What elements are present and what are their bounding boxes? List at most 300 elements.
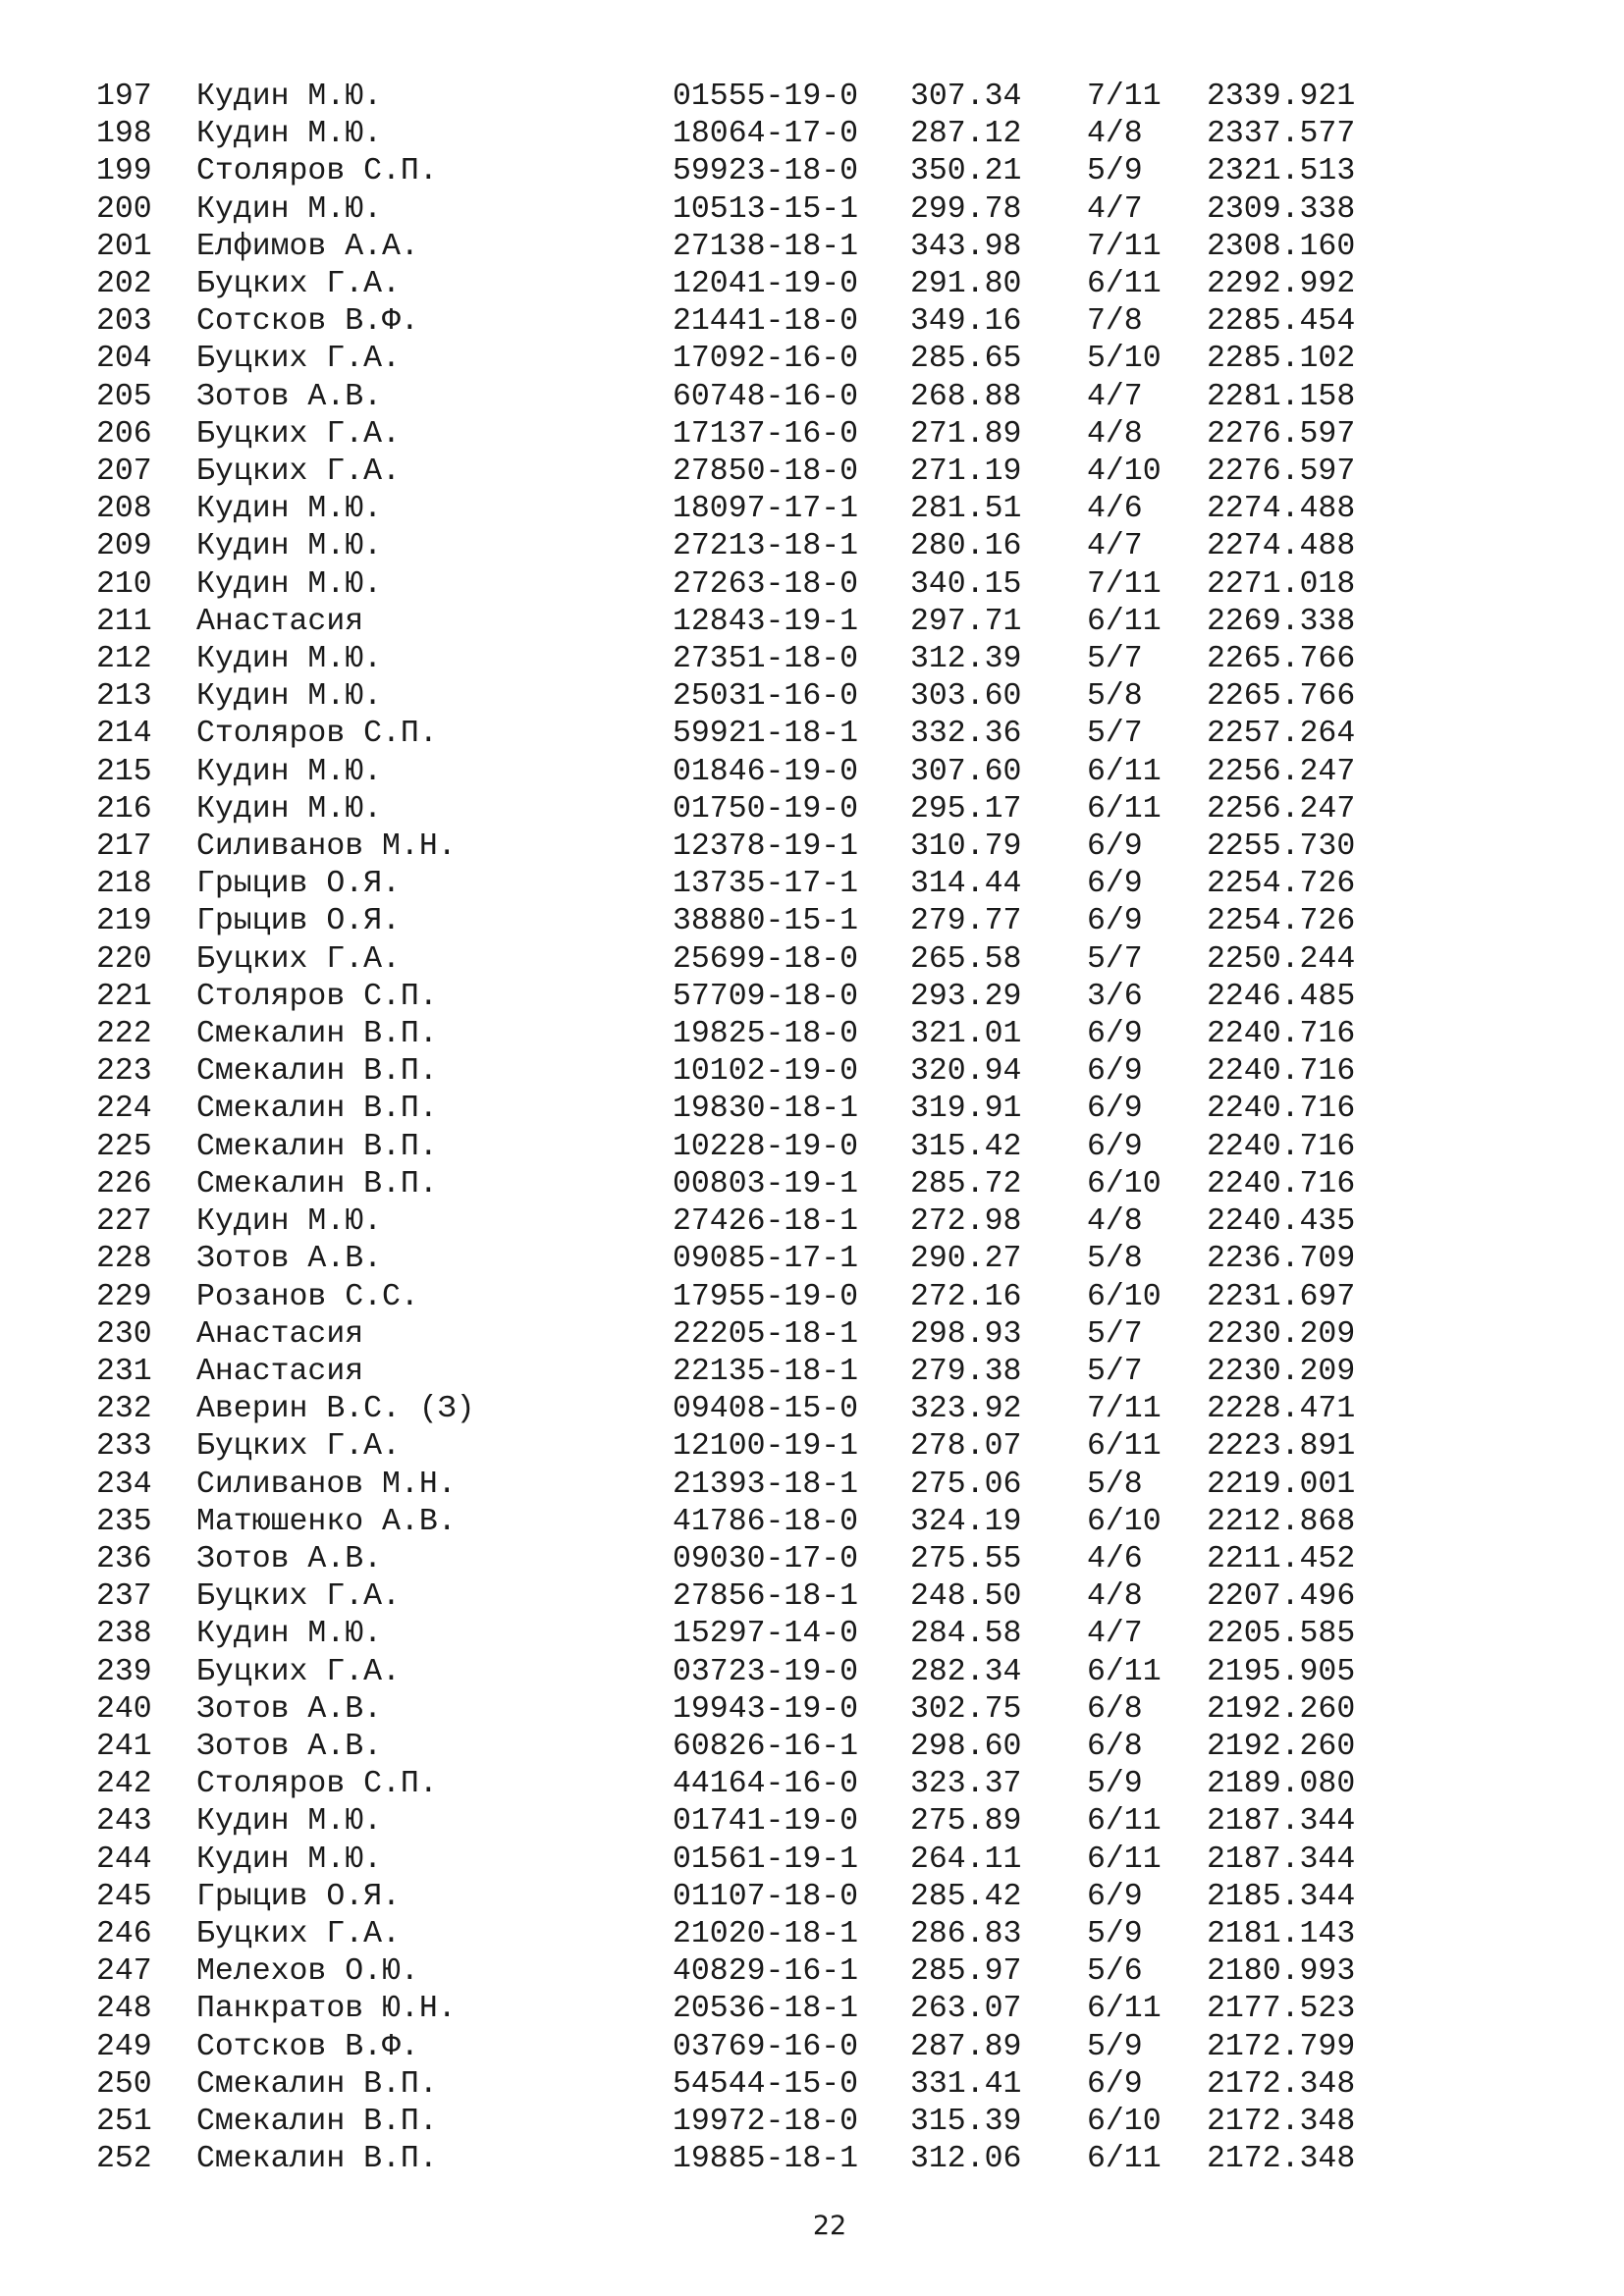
ratio-cell: 7/11 (1087, 566, 1162, 602)
code-cell: 19825-18-0 (673, 1017, 859, 1052)
score-cell: 285.72 (910, 1166, 1022, 1201)
code-cell: 17955-19-0 (673, 1279, 859, 1314)
table-row (96, 1203, 1374, 1241)
score-cell: 298.60 (910, 1729, 1022, 1764)
rank-cell: 214 (96, 717, 152, 752)
score-cell: 321.01 (910, 1017, 1022, 1052)
table-row (96, 379, 1374, 416)
ratio-cell: 5/9 (1087, 1916, 1143, 1951)
total-cell: 2228.471 (1207, 1392, 1356, 1427)
table-row (96, 1766, 1374, 1803)
score-cell: 332.36 (910, 717, 1022, 752)
ratio-cell: 6/11 (1087, 604, 1162, 639)
total-cell: 2285.102 (1207, 342, 1356, 377)
code-cell: 27426-18-1 (673, 1204, 859, 1240)
total-cell: 2180.993 (1207, 1954, 1356, 1990)
ratio-cell: 6/8 (1087, 1729, 1143, 1764)
name-cell: Кудин М.Ю. (196, 529, 383, 564)
rank-cell: 216 (96, 791, 152, 827)
table-row (96, 1316, 1374, 1354)
total-cell: 2230.209 (1207, 1316, 1356, 1352)
name-cell: Кудин М.Ю. (196, 492, 383, 527)
table-row (96, 303, 1374, 341)
score-cell: 323.92 (910, 1392, 1022, 1427)
code-cell: 60748-16-0 (673, 379, 859, 414)
score-cell: 287.89 (910, 2029, 1022, 2064)
code-cell: 40829-16-1 (673, 1954, 859, 1990)
score-cell: 312.39 (910, 642, 1022, 677)
ratio-cell: 6/11 (1087, 1654, 1162, 1689)
score-cell: 314.44 (910, 867, 1022, 902)
score-cell: 264.11 (910, 1842, 1022, 1877)
code-cell: 10513-15-1 (673, 191, 859, 227)
table-row (96, 1541, 1374, 1578)
name-cell: Силиванов М.Н. (196, 1467, 457, 1502)
score-cell: 287.12 (910, 117, 1022, 152)
rank-cell: 203 (96, 304, 152, 340)
code-cell: 09408-15-0 (673, 1392, 859, 1427)
code-cell: 10102-19-0 (673, 1054, 859, 1090)
table-row (96, 191, 1374, 229)
total-cell: 2240.435 (1207, 1204, 1356, 1240)
code-cell: 12843-19-1 (673, 604, 859, 639)
total-cell: 2309.338 (1207, 191, 1356, 227)
table-row (96, 604, 1374, 641)
rank-cell: 212 (96, 642, 152, 677)
ratio-cell: 6/9 (1087, 867, 1143, 902)
score-cell: 263.07 (910, 1992, 1022, 2027)
name-cell: Буцких Г.А. (196, 416, 401, 452)
ratio-cell: 6/11 (1087, 1804, 1162, 1840)
score-cell: 319.91 (910, 1092, 1022, 1127)
code-cell: 18097-17-1 (673, 492, 859, 527)
table-row (96, 2029, 1374, 2066)
score-cell: 343.98 (910, 229, 1022, 264)
table-row (96, 1354, 1374, 1391)
score-cell: 285.97 (910, 1954, 1022, 1990)
ratio-cell: 4/10 (1087, 454, 1162, 490)
ratio-cell: 6/11 (1087, 1429, 1162, 1465)
table-row (96, 1916, 1374, 1953)
rank-cell: 240 (96, 1691, 152, 1727)
score-cell: 295.17 (910, 791, 1022, 827)
code-cell: 01741-19-0 (673, 1804, 859, 1840)
rank-cell: 225 (96, 1129, 152, 1164)
ratio-cell: 4/6 (1087, 492, 1143, 527)
ratio-cell: 5/6 (1087, 1954, 1143, 1990)
table-row (96, 153, 1374, 190)
name-cell: Столяров С.П. (196, 979, 438, 1014)
total-cell: 2219.001 (1207, 1467, 1356, 1502)
score-cell: 299.78 (910, 191, 1022, 227)
table-row (96, 1091, 1374, 1128)
code-cell: 27351-18-0 (673, 642, 859, 677)
table-row (96, 1616, 1374, 1653)
name-cell: Грыцив О.Я. (196, 904, 401, 939)
table-row (96, 341, 1374, 378)
code-cell: 38880-15-1 (673, 904, 859, 939)
score-cell: 275.89 (910, 1804, 1022, 1840)
table-row (96, 1391, 1374, 1428)
total-cell: 2205.585 (1207, 1617, 1356, 1652)
code-cell: 19972-18-0 (673, 2104, 859, 2139)
score-cell: 280.16 (910, 529, 1022, 564)
name-cell: Зотов А.В. (196, 1691, 383, 1727)
name-cell: Смекалин В.П. (196, 2104, 438, 2139)
code-cell: 19885-18-1 (673, 2142, 859, 2177)
name-cell: Сотсков В.Ф. (196, 2029, 419, 2064)
rank-cell: 247 (96, 1954, 152, 1990)
ratio-cell: 4/8 (1087, 117, 1143, 152)
table-row (96, 1241, 1374, 1278)
score-cell: 290.27 (910, 1242, 1022, 1277)
total-cell: 2276.597 (1207, 454, 1356, 490)
total-cell: 2207.496 (1207, 1579, 1356, 1615)
score-cell: 291.80 (910, 267, 1022, 302)
table-row (96, 754, 1374, 791)
name-cell: Кудин М.Ю. (196, 80, 383, 114)
name-cell: Смекалин В.П. (196, 1166, 438, 1201)
code-cell: 22135-18-1 (673, 1354, 859, 1389)
score-cell: 340.15 (910, 566, 1022, 602)
name-cell: Зотов А.В. (196, 379, 383, 414)
name-cell: Буцких Г.А. (196, 1916, 401, 1951)
ratio-cell: 6/11 (1087, 754, 1162, 789)
ratio-cell: 6/10 (1087, 2104, 1162, 2139)
name-cell: Розанов С.С. (196, 1279, 419, 1314)
score-cell: 275.55 (910, 1541, 1022, 1576)
table-row (96, 1803, 1374, 1841)
total-cell: 2274.488 (1207, 529, 1356, 564)
total-cell: 2256.247 (1207, 791, 1356, 827)
total-cell: 2187.344 (1207, 1804, 1356, 1840)
code-cell: 21393-18-1 (673, 1467, 859, 1502)
rank-cell: 202 (96, 267, 152, 302)
score-cell: 265.58 (910, 941, 1022, 977)
rank-cell: 206 (96, 416, 152, 452)
name-cell: Кудин М.Ю. (196, 1204, 383, 1240)
total-cell: 2240.716 (1207, 1054, 1356, 1090)
table-row (96, 454, 1374, 491)
name-cell: Сотсков В.Ф. (196, 304, 419, 340)
rank-cell: 197 (96, 80, 152, 114)
table-row (96, 1953, 1374, 1991)
score-cell: 298.93 (910, 1316, 1022, 1352)
total-cell: 2223.891 (1207, 1429, 1356, 1465)
total-cell: 2177.523 (1207, 1992, 1356, 2027)
code-cell: 12041-19-0 (673, 267, 859, 302)
table-row (96, 566, 1374, 604)
ratio-cell: 6/11 (1087, 791, 1162, 827)
score-cell: 302.75 (910, 1691, 1022, 1727)
name-cell: Кудин М.Ю. (196, 1804, 383, 1840)
total-cell: 2240.716 (1207, 1129, 1356, 1164)
score-cell: 297.71 (910, 604, 1022, 639)
code-cell: 12100-19-1 (673, 1429, 859, 1465)
name-cell: Буцких Г.А. (196, 267, 401, 302)
rank-cell: 211 (96, 604, 152, 639)
ratio-cell: 5/7 (1087, 642, 1143, 677)
rank-cell: 215 (96, 754, 152, 789)
table-row (96, 1691, 1374, 1729)
code-cell: 22205-18-1 (673, 1316, 859, 1352)
total-cell: 2189.080 (1207, 1767, 1356, 1802)
score-cell: 303.60 (910, 679, 1022, 715)
total-cell: 2339.921 (1207, 80, 1356, 114)
ratio-cell: 5/9 (1087, 154, 1143, 189)
table-row (96, 2066, 1374, 2104)
total-cell: 2195.905 (1207, 1654, 1356, 1689)
name-cell: Анастасия (196, 1316, 364, 1352)
rank-cell: 232 (96, 1392, 152, 1427)
code-cell: 25699-18-0 (673, 941, 859, 977)
name-cell: Смекалин В.П. (196, 1129, 438, 1164)
name-cell: Столяров С.П. (196, 717, 438, 752)
name-cell: Смекалин В.П. (196, 1054, 438, 1090)
score-cell: 278.07 (910, 1429, 1022, 1465)
name-cell: Кудин М.Ю. (196, 679, 383, 715)
ratio-cell: 5/8 (1087, 1467, 1143, 1502)
name-cell: Силиванов М.Н. (196, 829, 457, 865)
table-row (96, 266, 1374, 303)
code-cell: 44164-16-0 (673, 1767, 859, 1802)
ratio-cell: 4/7 (1087, 1617, 1143, 1652)
ratio-cell: 5/8 (1087, 1242, 1143, 1277)
name-cell: Грыцив О.Я. (196, 1879, 401, 1914)
name-cell: Зотов А.В. (196, 1242, 383, 1277)
total-cell: 2255.730 (1207, 829, 1356, 865)
total-cell: 2276.597 (1207, 416, 1356, 452)
table-row (96, 416, 1374, 454)
total-cell: 2269.338 (1207, 604, 1356, 639)
ratio-cell: 6/11 (1087, 267, 1162, 302)
ratio-cell: 6/9 (1087, 829, 1143, 865)
rank-cell: 241 (96, 1729, 152, 1764)
total-cell: 2337.577 (1207, 117, 1356, 152)
code-cell: 17092-16-0 (673, 342, 859, 377)
total-cell: 2254.726 (1207, 904, 1356, 939)
score-cell: 275.06 (910, 1467, 1022, 1502)
table-row (96, 116, 1374, 153)
code-cell: 03769-16-0 (673, 2029, 859, 2064)
rank-cell: 239 (96, 1654, 152, 1689)
total-cell: 2240.716 (1207, 1092, 1356, 1127)
name-cell: Буцких Г.А. (196, 1654, 401, 1689)
rank-cell: 209 (96, 529, 152, 564)
score-cell: 331.41 (910, 2066, 1022, 2102)
ratio-cell: 7/11 (1087, 229, 1162, 264)
table-row (96, 791, 1374, 828)
table-row (96, 1504, 1374, 1541)
code-cell: 17137-16-0 (673, 416, 859, 452)
rank-cell: 213 (96, 679, 152, 715)
score-cell: 271.19 (910, 454, 1022, 490)
score-cell: 307.60 (910, 754, 1022, 789)
score-cell: 293.29 (910, 979, 1022, 1014)
name-cell: Кудин М.Ю. (196, 754, 383, 789)
total-cell: 2231.697 (1207, 1279, 1356, 1314)
score-cell: 315.39 (910, 2104, 1022, 2139)
name-cell: Елфимов А.А. (196, 229, 419, 264)
code-cell: 59923-18-0 (673, 154, 859, 189)
rank-cell: 208 (96, 492, 152, 527)
code-cell: 21441-18-0 (673, 304, 859, 340)
code-cell: 41786-18-0 (673, 1504, 859, 1539)
total-cell: 2230.209 (1207, 1354, 1356, 1389)
score-cell: 324.19 (910, 1504, 1022, 1539)
score-cell: 268.88 (910, 379, 1022, 414)
total-cell: 2212.868 (1207, 1504, 1356, 1539)
name-cell: Кудин М.Ю. (196, 117, 383, 152)
name-cell: Кудин М.Ю. (196, 566, 383, 602)
ratio-cell: 6/10 (1087, 1504, 1162, 1539)
rank-cell: 227 (96, 1204, 152, 1240)
total-cell: 2274.488 (1207, 492, 1356, 527)
ratio-cell: 7/11 (1087, 1392, 1162, 1427)
table-row (96, 229, 1374, 266)
code-cell: 20536-18-1 (673, 1992, 859, 2027)
name-cell: Буцких Г.А. (196, 941, 401, 977)
rank-cell: 243 (96, 1804, 152, 1840)
ratio-cell: 5/7 (1087, 717, 1143, 752)
ratio-cell: 6/9 (1087, 1092, 1143, 1127)
ratio-cell: 6/9 (1087, 1054, 1143, 1090)
rank-cell: 246 (96, 1916, 152, 1951)
total-cell: 2240.716 (1207, 1017, 1356, 1052)
page-number: 22 (812, 2211, 847, 2241)
score-cell: 271.89 (910, 416, 1022, 452)
table-row (96, 1879, 1374, 1916)
score-cell: 312.06 (910, 2142, 1022, 2177)
code-cell: 25031-16-0 (673, 679, 859, 715)
rank-cell: 231 (96, 1354, 152, 1389)
total-cell: 2265.766 (1207, 679, 1356, 715)
rank-cell: 245 (96, 1879, 152, 1914)
table-row (96, 1578, 1374, 1616)
total-cell: 2192.260 (1207, 1729, 1356, 1764)
rank-cell: 238 (96, 1617, 152, 1652)
code-cell: 60826-16-1 (673, 1729, 859, 1764)
ratio-cell: 5/7 (1087, 1316, 1143, 1352)
score-cell: 281.51 (910, 492, 1022, 527)
code-cell: 01561-19-1 (673, 1842, 859, 1877)
name-cell: Аверин В.С. (З) (196, 1392, 475, 1427)
ratio-cell: 6/11 (1087, 2142, 1162, 2177)
score-cell: 349.16 (910, 304, 1022, 340)
score-cell: 307.34 (910, 80, 1022, 114)
rank-cell: 200 (96, 191, 152, 227)
ratio-cell: 5/8 (1087, 679, 1143, 715)
ratio-cell: 6/9 (1087, 1879, 1143, 1914)
score-cell: 284.58 (910, 1617, 1022, 1652)
code-cell: 09085-17-1 (673, 1242, 859, 1277)
rank-cell: 228 (96, 1242, 152, 1277)
ratio-cell: 7/11 (1087, 80, 1162, 114)
rank-cell: 220 (96, 941, 152, 977)
name-cell: Смекалин В.П. (196, 2066, 438, 2102)
rank-cell: 236 (96, 1541, 152, 1576)
code-cell: 15297-14-0 (673, 1617, 859, 1652)
ratio-cell: 6/8 (1087, 1691, 1143, 1727)
rank-cell: 199 (96, 154, 152, 189)
rank-cell: 210 (96, 566, 152, 602)
name-cell: Матюшенко А.В. (196, 1504, 457, 1539)
code-cell: 27856-18-1 (673, 1579, 859, 1615)
total-cell: 2240.716 (1207, 1166, 1356, 1201)
table-row (96, 979, 1374, 1016)
total-cell: 2250.244 (1207, 941, 1356, 977)
table-row (96, 1279, 1374, 1316)
table-row (96, 528, 1374, 565)
score-cell: 272.16 (910, 1279, 1022, 1314)
score-cell: 310.79 (910, 829, 1022, 865)
score-cell: 285.42 (910, 1879, 1022, 1914)
rank-cell: 237 (96, 1579, 152, 1615)
ratio-cell: 4/7 (1087, 529, 1143, 564)
score-cell: 320.94 (910, 1054, 1022, 1090)
table-row (96, 1467, 1374, 1504)
name-cell: Буцких Г.А. (196, 1429, 401, 1465)
ratio-cell: 4/8 (1087, 1204, 1143, 1240)
ratio-cell: 6/9 (1087, 904, 1143, 939)
ratio-cell: 4/6 (1087, 1541, 1143, 1576)
table-row (96, 2141, 1374, 2178)
code-cell: 00803-19-1 (673, 1166, 859, 1201)
score-cell: 285.65 (910, 342, 1022, 377)
table-row (96, 1729, 1374, 1766)
table-row (96, 828, 1374, 866)
code-cell: 54544-15-0 (673, 2066, 859, 2102)
code-cell: 57709-18-0 (673, 979, 859, 1014)
name-cell: Кудин М.Ю. (196, 642, 383, 677)
table-row (96, 1991, 1374, 2028)
rank-cell: 235 (96, 1504, 152, 1539)
name-cell: Мелехов О.Ю. (196, 1954, 419, 1990)
name-cell: Зотов А.В. (196, 1729, 383, 1764)
score-cell: 279.38 (910, 1354, 1022, 1389)
ratio-cell: 6/11 (1087, 1842, 1162, 1877)
table-row (96, 1654, 1374, 1691)
code-cell: 27850-18-0 (673, 454, 859, 490)
rank-cell: 222 (96, 1017, 152, 1052)
name-cell: Панкратов Ю.Н. (196, 1992, 457, 2027)
name-cell: Смекалин В.П. (196, 2142, 438, 2177)
code-cell: 27263-18-0 (673, 566, 859, 602)
total-cell: 2321.513 (1207, 154, 1356, 189)
ratio-cell: 5/10 (1087, 342, 1162, 377)
name-cell: Смекалин В.П. (196, 1017, 438, 1052)
code-cell: 01846-19-0 (673, 754, 859, 789)
total-cell: 2246.485 (1207, 979, 1356, 1014)
table-row (96, 79, 1374, 116)
ratio-cell: 7/8 (1087, 304, 1143, 340)
rank-cell: 218 (96, 867, 152, 902)
name-cell: Буцких Г.А. (196, 1579, 401, 1615)
table-row (96, 903, 1374, 940)
score-cell: 272.98 (910, 1204, 1022, 1240)
rank-cell: 229 (96, 1279, 152, 1314)
name-cell: Столяров С.П. (196, 154, 438, 189)
total-cell: 2181.143 (1207, 1916, 1356, 1951)
total-cell: 2211.452 (1207, 1541, 1356, 1576)
score-cell: 248.50 (910, 1579, 1022, 1615)
rank-cell: 204 (96, 342, 152, 377)
ratio-cell: 6/9 (1087, 1017, 1143, 1052)
code-cell: 09030-17-0 (673, 1541, 859, 1576)
name-cell: Столяров С.П. (196, 1767, 438, 1802)
total-cell: 2172.348 (1207, 2142, 1356, 2177)
name-cell: Кудин М.Ю. (196, 1617, 383, 1652)
